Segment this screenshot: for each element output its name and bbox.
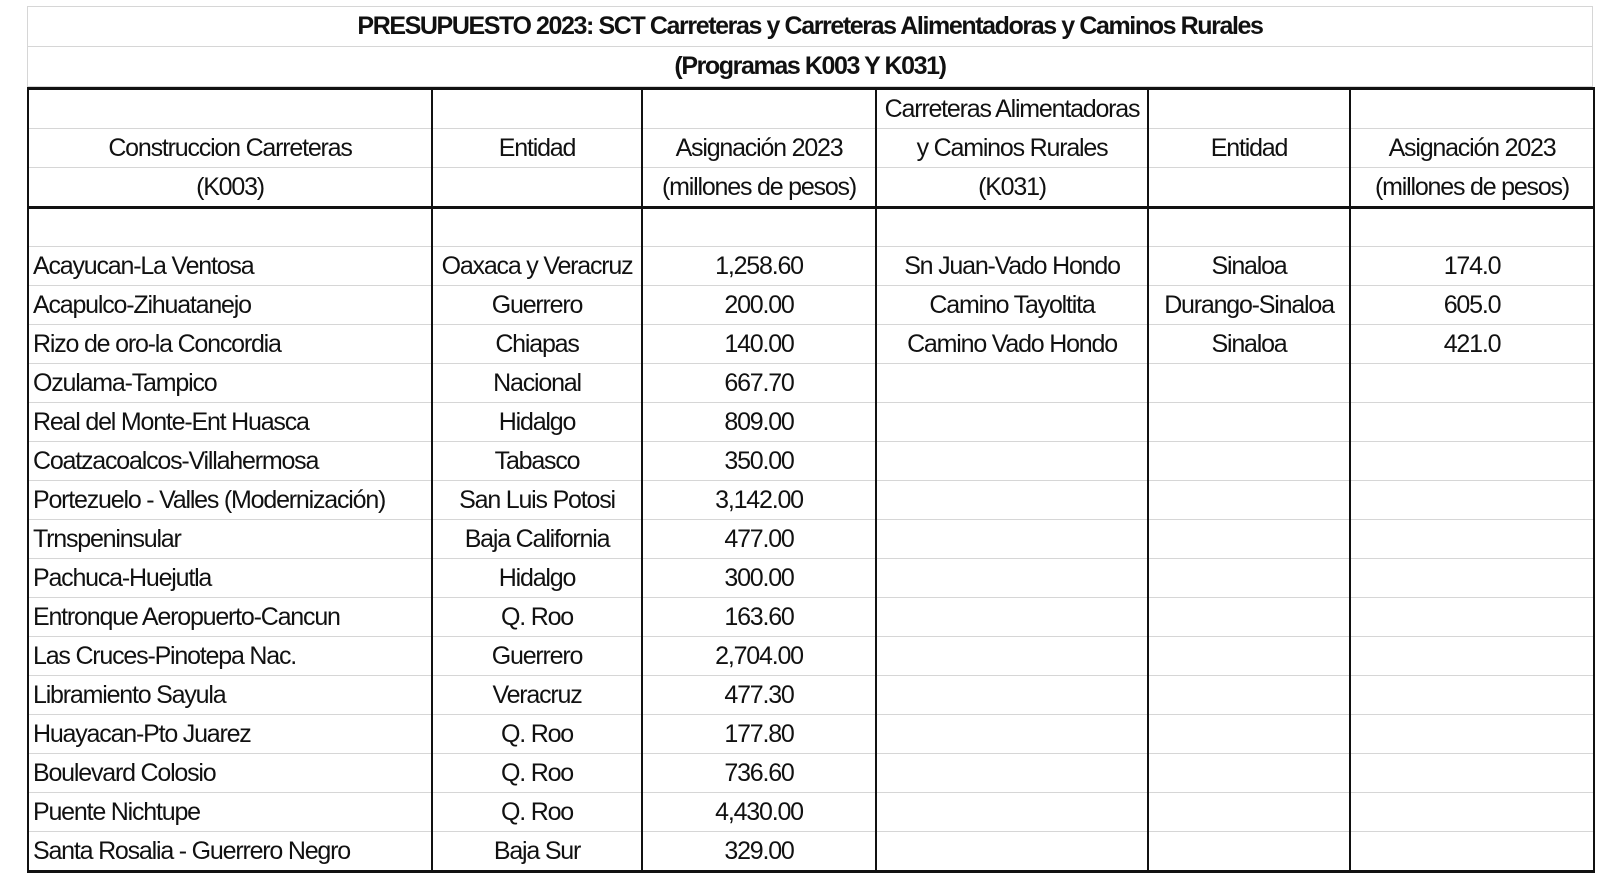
cell-k003-project: Las Cruces-Pinotepa Nac.: [28, 637, 432, 676]
cell-k031-project: Camino Tayoltita: [876, 286, 1148, 325]
cell-k031-asignacion: [1350, 715, 1594, 754]
cell-k031-asignacion: [1350, 559, 1594, 598]
table-row: [28, 403, 1594, 442]
cell-k003-project: Libramiento Sayula: [28, 676, 432, 715]
cell-k003-asignacion: 200.00: [642, 286, 876, 325]
cell-k003-project: Boulevard Colosio: [28, 754, 432, 793]
cell-k003-project: Rizo de oro-la Concordia: [28, 325, 432, 364]
cell-k003-entidad: Tabasco: [432, 442, 642, 481]
cell-k003-project: Portezuelo - Valles (Modernización): [28, 481, 432, 520]
cell-k003-asignacion: 163.60: [642, 598, 876, 637]
cell-k003-entidad: Baja Sur: [432, 832, 642, 872]
spacer-cell: [876, 208, 1148, 247]
cell-k031-project: [876, 832, 1148, 872]
cell-k003-entidad: Hidalgo: [432, 403, 642, 442]
cell-k003-project: Entronque Aeropuerto-Cancun: [28, 598, 432, 637]
cell-k031-entidad: [1148, 520, 1350, 559]
header-k031-line1: Carreteras Alimentadoras: [876, 89, 1148, 129]
header-k003-line2: Construccion Carreteras: [28, 129, 432, 168]
table-row: [28, 754, 1594, 793]
cell-k031-entidad: [1148, 715, 1350, 754]
spacer-row: [28, 208, 1594, 247]
cell-k003-project: Acayucan-La Ventosa: [28, 247, 432, 286]
cell-k031-project: [876, 520, 1148, 559]
cell-k003-project: Real del Monte-Ent Huasca: [28, 403, 432, 442]
cell-k031-entidad: [1148, 676, 1350, 715]
header-k003-line3: (K003): [28, 168, 432, 208]
table-row: [28, 793, 1594, 832]
header-k003-line1: [28, 89, 432, 129]
cell-k031-project: [876, 364, 1148, 403]
table-row: [28, 364, 1594, 403]
cell-k031-asignacion: [1350, 364, 1594, 403]
cell-k031-project: [876, 715, 1148, 754]
cell-k003-entidad: Hidalgo: [432, 559, 642, 598]
cell-k031-project: [876, 754, 1148, 793]
cell-k031-entidad: [1148, 793, 1350, 832]
table-row: [28, 676, 1594, 715]
header-row-3: [28, 168, 1594, 208]
cell-k003-project: Puente Nichtupe: [28, 793, 432, 832]
table-row: [28, 286, 1594, 325]
cell-k031-project: [876, 481, 1148, 520]
cell-k031-entidad: [1148, 832, 1350, 872]
cell-k031-asignacion: 421.0: [1350, 325, 1594, 364]
cell-k031-asignacion: [1350, 676, 1594, 715]
cell-k031-entidad: [1148, 442, 1350, 481]
cell-k031-entidad: [1148, 754, 1350, 793]
cell-k003-entidad: Veracruz: [432, 676, 642, 715]
header-asig1-line1: [642, 89, 876, 129]
table-row: [28, 598, 1594, 637]
cell-k003-entidad: Baja California: [432, 520, 642, 559]
cell-k003-asignacion: 3,142.00: [642, 481, 876, 520]
header-entidad2: Entidad: [1148, 129, 1350, 168]
table-subtitle: (Programas K003 Y K031): [27, 47, 1593, 87]
header-asig2-line3: (millones de pesos): [1350, 168, 1594, 208]
table-row: [28, 442, 1594, 481]
cell-k003-asignacion: 809.00: [642, 403, 876, 442]
cell-k003-asignacion: 477.30: [642, 676, 876, 715]
cell-k031-asignacion: [1350, 832, 1594, 872]
cell-k031-project: [876, 559, 1148, 598]
cell-k031-asignacion: [1350, 403, 1594, 442]
header-k031-line3: (K031): [876, 168, 1148, 208]
cell-k003-asignacion: 350.00: [642, 442, 876, 481]
cell-k003-project: Ozulama-Tampico: [28, 364, 432, 403]
cell-k003-entidad: Q. Roo: [432, 754, 642, 793]
cell-k031-asignacion: [1350, 793, 1594, 832]
spacer-cell: [642, 208, 876, 247]
spacer-cell: [28, 208, 432, 247]
cell-k003-entidad: San Luis Potosi: [432, 481, 642, 520]
cell-k031-entidad: [1148, 559, 1350, 598]
cell-k003-asignacion: 140.00: [642, 325, 876, 364]
cell-k003-project: Pachuca-Huejutla: [28, 559, 432, 598]
cell-k031-asignacion: 605.0: [1350, 286, 1594, 325]
cell-k031-asignacion: [1350, 598, 1594, 637]
cell-k031-asignacion: [1350, 442, 1594, 481]
cell-k003-entidad: Guerrero: [432, 637, 642, 676]
table-row: [28, 832, 1594, 872]
table-row: [28, 637, 1594, 676]
cell-k031-asignacion: [1350, 520, 1594, 559]
cell-k003-project: Huayacan-Pto Juarez: [28, 715, 432, 754]
cell-k003-project: Acapulco-Zihuatanejo: [28, 286, 432, 325]
header-k031-line2: y Caminos Rurales: [876, 129, 1148, 168]
cell-k031-entidad: [1148, 598, 1350, 637]
header-entidad1-line1: [432, 89, 642, 129]
cell-k003-asignacion: 477.00: [642, 520, 876, 559]
header-entidad2-line1: [1148, 89, 1350, 129]
cell-k003-asignacion: 667.70: [642, 364, 876, 403]
cell-k003-entidad: Oaxaca y Veracruz: [432, 247, 642, 286]
header-entidad1-line3: [432, 168, 642, 208]
cell-k031-entidad: Durango-Sinaloa: [1148, 286, 1350, 325]
cell-k003-entidad: Q. Roo: [432, 793, 642, 832]
cell-k031-asignacion: [1350, 637, 1594, 676]
cell-k031-project: [876, 598, 1148, 637]
header-entidad1: Entidad: [432, 129, 642, 168]
cell-k031-asignacion: [1350, 754, 1594, 793]
table-row: [28, 247, 1594, 286]
cell-k003-asignacion: 4,430.00: [642, 793, 876, 832]
spacer-cell: [1148, 208, 1350, 247]
cell-k031-project: [876, 442, 1148, 481]
table-title: PRESUPUESTO 2023: SCT Carreteras y Carreteras Alimentadoras y Caminos Rurales: [27, 6, 1593, 47]
cell-k031-project: [876, 793, 1148, 832]
cell-k031-project: [876, 637, 1148, 676]
cell-k031-project: [876, 676, 1148, 715]
header-row-2: [28, 129, 1594, 168]
cell-k003-entidad: Guerrero: [432, 286, 642, 325]
budget-table: [27, 87, 1595, 873]
cell-k031-asignacion: 174.0: [1350, 247, 1594, 286]
table-row: [28, 481, 1594, 520]
table-row: [28, 715, 1594, 754]
cell-k003-asignacion: 736.60: [642, 754, 876, 793]
header-entidad2-line3: [1148, 168, 1350, 208]
cell-k031-entidad: [1148, 481, 1350, 520]
cell-k003-asignacion: 177.80: [642, 715, 876, 754]
cell-k003-entidad: Q. Roo: [432, 715, 642, 754]
cell-k031-asignacion: [1350, 481, 1594, 520]
cell-k003-asignacion: 2,704.00: [642, 637, 876, 676]
cell-k003-entidad: Q. Roo: [432, 598, 642, 637]
cell-k003-entidad: Nacional: [432, 364, 642, 403]
cell-k031-entidad: [1148, 637, 1350, 676]
cell-k003-asignacion: 300.00: [642, 559, 876, 598]
cell-k003-asignacion: 329.00: [642, 832, 876, 872]
table-row: [28, 559, 1594, 598]
spacer-cell: [1350, 208, 1594, 247]
cell-k031-project: [876, 403, 1148, 442]
table-row: [28, 520, 1594, 559]
cell-k031-entidad: Sinaloa: [1148, 325, 1350, 364]
header-asig1-line3: (millones de pesos): [642, 168, 876, 208]
header-asig2-line2: Asignación 2023: [1350, 129, 1594, 168]
cell-k031-entidad: Sinaloa: [1148, 247, 1350, 286]
cell-k031-entidad: [1148, 364, 1350, 403]
cell-k031-project: Sn Juan-Vado Hondo: [876, 247, 1148, 286]
spacer-cell: [432, 208, 642, 247]
budget-sheet: [27, 6, 1593, 873]
cell-k003-project: Trnspeninsular: [28, 520, 432, 559]
cell-k003-project: Coatzacoalcos-Villahermosa: [28, 442, 432, 481]
cell-k003-asignacion: 1,258.60: [642, 247, 876, 286]
cell-k031-entidad: [1148, 403, 1350, 442]
cell-k031-project: Camino Vado Hondo: [876, 325, 1148, 364]
header-row-1: [28, 89, 1594, 129]
header-asig2-line1: [1350, 89, 1594, 129]
cell-k003-project: Santa Rosalia - Guerrero Negro: [28, 832, 432, 872]
cell-k003-entidad: Chiapas: [432, 325, 642, 364]
header-asig1-line2: Asignación 2023: [642, 129, 876, 168]
table-row: [28, 325, 1594, 364]
